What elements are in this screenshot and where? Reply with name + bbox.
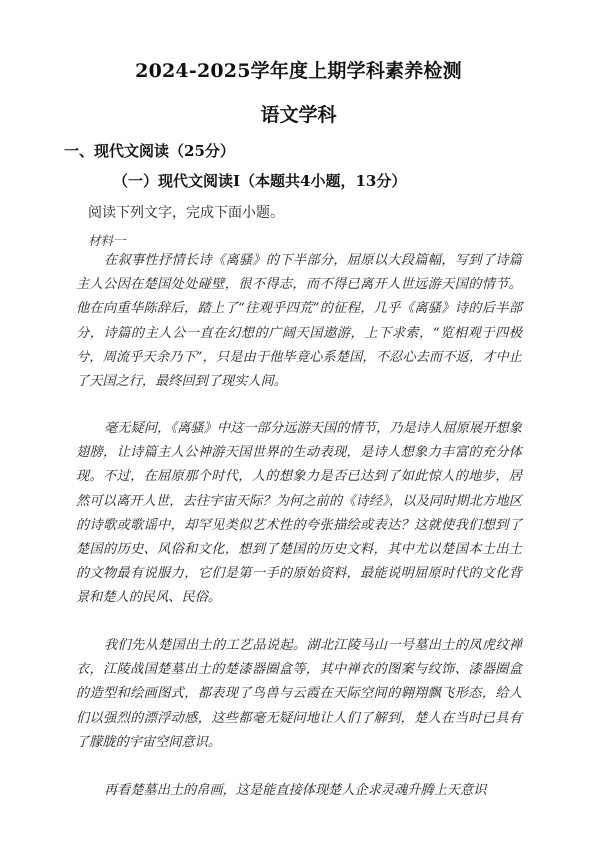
reading-instruction: 阅读下列文字，完成下面小题。	[88, 205, 284, 221]
material-label: 材料一	[88, 233, 126, 248]
exam-subject: 语文学科	[260, 104, 337, 126]
paragraph-2: 毫无疑问，《离骚》中这一部分远游天国的情节，乃是诗人屈原展开想象翅膀，让诗篇主人公神游天国世界的生动表现，是诗人想象力丰富的充分体现。不过，在屈原那个时代，人的想象力是否已达到了如此惊人的地步，居然可以离开人世，去往宇宙天际？为何之前的《诗经》，以及同时期北方地区的诗歌或歌谣中，却罕见类似艺术性的夸张描绘或表达？这就使我们想到了楚国的历史、风俗和文化，想到了楚国的历史文料，其中尤以楚国本土出土的文物最有说服力，它们是第一手的原始资料，最能说明屈原时代的文化背景和楚人的民风、民俗。	[76, 421, 522, 606]
section-heading: 一、现代文阅读（25分）	[64, 142, 235, 160]
paragraph-3: 我们先从楚国出土的工艺品说起。湖北江陵马山一号墓出土的凤虎纹禅衣，江陵战国楚墓出土的楚漆器圈盒等，其中禅衣的图案与纹饰、漆器圈盒的造型和绘画图式，都表现了鸟兽与云霞在天际空间的翱翔飘飞形态，给人们以强烈的漂浮动感，这些都毫无疑问地让人们了解到，楚人在当时已具有了朦胧的宇宙空间意识。	[76, 638, 522, 750]
paragraph-1: 在叙事性抒情长诗《离骚》的下半部分，屈原以大段篇幅，写到了诗篇主人公因在楚国处处碰壁，很不得志，而不得已离开人世远游天国的情节。他在向重华陈辞后，踏上了“往观乎四荒”的征程，几乎《离骚》诗的后半部分，诗篇的主人公一直在幻想的广阔天国遨游，上下求索，“览相观于四极兮，周流乎天余乃下”，只是由于他毕竟心系楚国，不忍心去而不返，才中止了天国之行，最终回到了现实人间。	[76, 253, 522, 390]
paragraph-4: 再看楚墓出土的帛画，这是能直接体现楚人企求灵魂升腾上天意识	[104, 783, 487, 798]
exam-title: 2024-2025学年度上期学科素养检测	[135, 60, 462, 82]
subsection-heading: （一）现代文阅读Ⅰ（本题共4小题，13分）	[113, 172, 407, 190]
